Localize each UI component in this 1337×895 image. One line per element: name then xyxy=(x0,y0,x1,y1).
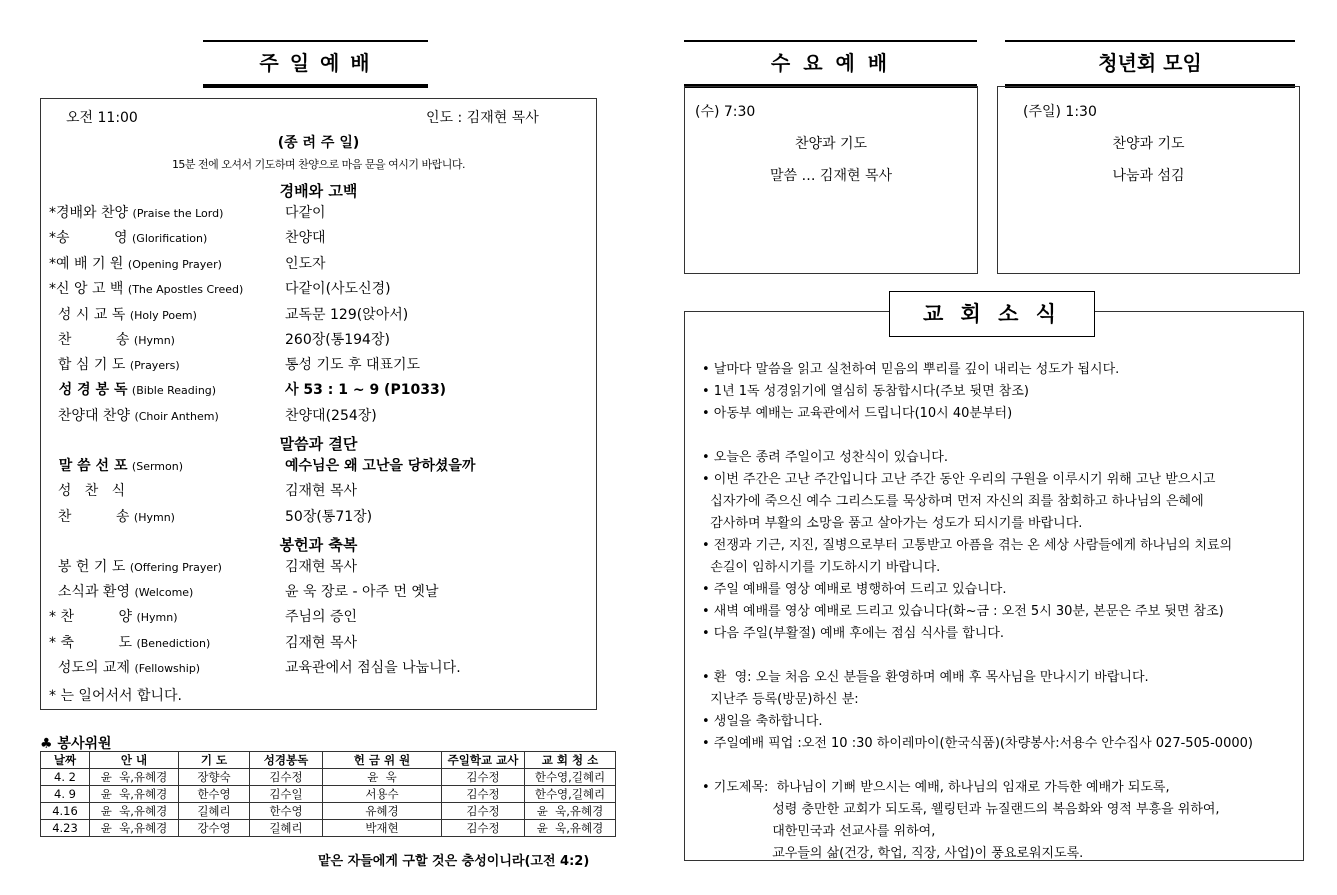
sunday-order-box xyxy=(40,98,597,710)
table-header-cell: 헌 금 위 원 xyxy=(323,752,442,769)
news-item: • 새벽 예배를 영상 예배로 드리고 있습니다(화~금 : 오전 5시 30분, 본문은 주보 뒷면 참조) xyxy=(702,604,1224,619)
table-header-cell: 안 내 xyxy=(90,752,179,769)
news-item: 교우들의 삶(건강, 학업, 직장, 사업)이 풍요로워지도록. xyxy=(702,846,1084,861)
news-item: • 생일을 축하합니다. xyxy=(702,714,823,729)
order-item-english: (Bible Reading) xyxy=(131,384,217,397)
order-item-title: *경배와 찬양 xyxy=(49,205,129,221)
table-cell: 윤 욱,유혜경 xyxy=(90,769,179,786)
order-item-title: 합 심 기 도 xyxy=(49,357,126,373)
order-item-value: 김재현 목사 xyxy=(285,483,358,499)
news-item: • 오늘은 종려 주일이고 성찬식이 있습니다. xyxy=(702,450,948,465)
order-item-value: 다같이(사도신경) xyxy=(285,281,391,297)
news-item: 손길이 임하시기를 기도하시기 바랍니다. xyxy=(702,560,941,575)
news-item: • 기도제목: 하나님이 기뻐 받으시는 예배, 하나님의 임재로 가득한 예배가 되도록, xyxy=(702,780,1170,795)
wednesday-line: 찬양과 기도 xyxy=(794,136,868,152)
order-item-value: 예수님은 왜 고난을 당하셨을까 xyxy=(285,458,476,474)
order-item-value: 통성 기도 후 대표기도 xyxy=(285,357,421,373)
order-item xyxy=(49,329,390,349)
table-header-cell: 성경봉독 xyxy=(250,752,323,769)
table-cell: 김수정 xyxy=(250,769,323,786)
order-item-value: 찬양대(254장) xyxy=(285,408,377,424)
order-item-english: (Offering Prayer) xyxy=(129,561,222,574)
table-cell: 장향숙 xyxy=(179,769,250,786)
table-header-row xyxy=(41,752,616,769)
table-cell: 한수영 xyxy=(250,803,323,820)
order-item-name xyxy=(49,455,285,475)
order-item-name xyxy=(49,354,285,374)
table-row xyxy=(41,803,616,820)
order-item-name xyxy=(49,329,285,349)
memory-verse: 맡은 자들에게 구할 것은 충성이니라(고전 4:2) xyxy=(318,854,590,869)
section-header: 말씀과 결단 xyxy=(279,435,358,453)
table-cell: 윤 욱,유혜경 xyxy=(525,803,616,820)
order-item xyxy=(49,278,391,298)
order-item-title: 찬 송 xyxy=(49,509,130,525)
order-item-english: (Praise the Lord) xyxy=(132,207,224,220)
order-item-name xyxy=(49,304,285,324)
news-item: • 전쟁과 기근, 지진, 질병으로부터 고통받고 아픔을 겪는 온 세상 사람들에게 하나님의 치료의 xyxy=(702,538,1233,553)
order-item-english: (Holy Poem) xyxy=(129,309,197,322)
order-item-name xyxy=(49,606,285,626)
order-item-title: * 찬 양 xyxy=(49,609,133,625)
order-item-value: 교독문 129(앉아서) xyxy=(285,307,409,323)
order-item-name xyxy=(49,632,285,652)
order-item xyxy=(49,202,326,222)
order-item-name xyxy=(49,278,285,298)
youth-box xyxy=(997,86,1300,274)
wednesday-title: 수 요 예 배 xyxy=(684,40,977,88)
order-item xyxy=(49,253,326,273)
news-item: • 날마다 말씀을 읽고 실천하여 믿음의 뿌리를 깊이 내리는 성도가 됩시다. xyxy=(702,362,1120,377)
section-header: 경배와 고백 xyxy=(279,182,358,200)
order-item-value: 50장(통71장) xyxy=(285,509,373,525)
table-cell: 4. 9 xyxy=(41,786,90,803)
order-item xyxy=(49,556,357,576)
order-item-english: (Hymn) xyxy=(133,511,175,524)
order-item-name xyxy=(49,405,285,425)
order-item-english: (The Apostles Creed) xyxy=(127,283,244,296)
table-header-cell: 기 도 xyxy=(179,752,250,769)
order-item-title: 소식과 환영 xyxy=(49,584,130,600)
order-item-title: 찬 송 xyxy=(49,332,130,348)
order-item-english: (Hymn) xyxy=(136,611,178,624)
order-item xyxy=(49,455,475,475)
youth-time: (주일) 1:30 xyxy=(1023,104,1097,120)
order-item xyxy=(49,227,326,247)
table-cell: 김수정 xyxy=(442,786,525,803)
news-item: 십자가에 죽으신 예수 그리스도를 묵상하며 먼저 자신의 죄를 참회하고 하나님의 은혜에 xyxy=(702,494,1204,509)
order-item-name xyxy=(49,202,285,222)
youth-title: 청년회 모임 xyxy=(1005,40,1295,88)
volunteers-title: ♣ 봉사위원 xyxy=(40,736,112,752)
order-item-value: 다같이 xyxy=(285,205,326,221)
order-item-value: 260장(통194장) xyxy=(285,332,390,348)
news-item: • 주일 예배를 영상 예배로 병행하여 드리고 있습니다. xyxy=(702,582,1007,597)
arrival-notice: 15분 전에 오셔서 기도하며 찬양으로 마음 문을 여시기 바랍니다. xyxy=(171,158,466,171)
table-header-cell: 교 회 청 소 xyxy=(525,752,616,769)
order-item-english: (Opening Prayer) xyxy=(127,258,222,271)
table-cell: 한수영,길혜리 xyxy=(525,769,616,786)
order-item xyxy=(49,304,408,324)
order-item-title: * 축 도 xyxy=(49,635,133,651)
order-item-value: 교육관에서 점심을 나눕니다. xyxy=(285,660,461,676)
table-cell: 한수영 xyxy=(179,786,250,803)
order-item-name xyxy=(49,227,285,247)
order-item xyxy=(49,581,438,601)
news-item: 대한민국과 선교사를 위하여, xyxy=(702,824,936,839)
table-cell: 김수정 xyxy=(442,803,525,820)
order-item xyxy=(49,506,372,526)
order-item-value: 찬양대 xyxy=(285,230,326,246)
order-item-title: 성 시 교 독 xyxy=(49,307,126,323)
order-item-value: 김재현 목사 xyxy=(285,635,358,651)
table-cell: 김수일 xyxy=(250,786,323,803)
order-item xyxy=(49,405,377,425)
order-item-english: (Glorification) xyxy=(132,232,208,245)
volunteers-table xyxy=(40,751,616,837)
news-item: 성령 충만한 교회가 되도록, 웰링턴과 뉴질랜드의 복음화와 영적 부흥을 위하여, xyxy=(702,802,1220,817)
order-item-name xyxy=(49,379,285,399)
order-item-english: (Benediction) xyxy=(136,637,211,650)
order-item-title: *송 영 xyxy=(49,230,128,246)
order-item-name xyxy=(49,506,285,526)
wednesday-time: (수) 7:30 xyxy=(695,104,756,120)
youth-line: 나눔과 섬김 xyxy=(1112,168,1185,184)
order-item xyxy=(49,632,357,652)
order-item-title: 말 씀 선 포 xyxy=(49,458,128,474)
service-time: 오전 11:00 xyxy=(66,110,138,126)
order-item-name xyxy=(49,480,285,500)
table-cell: 강수영 xyxy=(179,820,250,837)
table-cell: 길혜리 xyxy=(179,803,250,820)
order-item xyxy=(49,480,357,500)
order-item xyxy=(49,379,446,399)
table-cell: 김수정 xyxy=(442,820,525,837)
occasion: (종 려 주 일) xyxy=(277,135,360,151)
order-item-name xyxy=(49,556,285,576)
order-item-title: *예 배 기 원 xyxy=(49,256,124,272)
order-item xyxy=(49,606,357,626)
order-item-english: (Choir Anthem) xyxy=(134,410,219,423)
order-item-title: 성 찬 식 xyxy=(49,483,126,499)
order-item-name xyxy=(49,253,285,273)
order-item-value: 인도자 xyxy=(285,256,326,272)
table-header-cell: 주일학교 교사 xyxy=(442,752,525,769)
table-cell: 4. 2 xyxy=(41,769,90,786)
order-item-english: (Hymn) xyxy=(133,334,175,347)
order-item-title: 성 경 봉 독 xyxy=(49,382,128,398)
table-cell: 길혜리 xyxy=(250,820,323,837)
footnote: * 는 일어서서 합니다. xyxy=(49,688,182,704)
service-leader: 인도 : 김재현 목사 xyxy=(426,110,539,126)
table-cell: 김수정 xyxy=(442,769,525,786)
order-item-name xyxy=(49,581,285,601)
order-item-english: (Welcome) xyxy=(134,586,194,599)
news-title: 교 회 소 식 xyxy=(889,291,1095,337)
news-item: 감사하며 부활의 소망을 품고 살아가는 성도가 되시기를 바랍니다. xyxy=(702,516,1083,531)
volunteers-table-wrap xyxy=(40,751,616,837)
order-item-value: 윤 욱 장로 - 아주 먼 옛날 xyxy=(285,584,439,600)
table-cell: 박재현 xyxy=(323,820,442,837)
wednesday-line: 말씀 … 김재현 목사 xyxy=(769,168,893,184)
order-item xyxy=(49,657,461,677)
table-cell: 4.23 xyxy=(41,820,90,837)
wednesday-box xyxy=(684,86,978,274)
order-item-title: 봉 헌 기 도 xyxy=(49,559,126,575)
table-cell: 4.16 xyxy=(41,803,90,820)
order-item-english: (Prayers) xyxy=(129,359,180,372)
order-item-name xyxy=(49,657,285,677)
order-item-value: 김재현 목사 xyxy=(285,559,358,575)
table-row xyxy=(41,786,616,803)
table-cell: 윤 욱,유혜경 xyxy=(90,786,179,803)
section-header: 봉헌과 축복 xyxy=(279,536,358,554)
order-item-value: 사 53 : 1 ~ 9 (P1033) xyxy=(285,382,447,398)
order-item-value: 주님의 증인 xyxy=(285,609,358,625)
news-item: • 환 영: 오늘 처음 오신 분들을 환영하며 예배 후 목사님을 만나시기 바랍니다. xyxy=(702,670,1149,685)
news-item: • 다음 주일(부활절) 예배 후에는 점심 식사를 합니다. xyxy=(702,626,1005,641)
news-item: • 이번 주간은 고난 주간입니다 고난 주간 동안 우리의 구원을 이루시기 위해 고난 받으시고 xyxy=(702,472,1216,487)
sunday-title: 주 일 예 배 xyxy=(203,40,428,88)
table-cell: 윤 욱,유혜경 xyxy=(525,820,616,837)
order-item-title: *신 앙 고 백 xyxy=(49,281,124,297)
order-item-title: 찬양대 찬양 xyxy=(49,408,130,424)
order-item-english: (Sermon) xyxy=(131,460,184,473)
table-cell: 윤 욱,유혜경 xyxy=(90,803,179,820)
news-item: • 주일예배 픽업 :오전 10 :30 하이레마이(한국식품)(차량봉사:서용수 안수집사 027-505-0000) xyxy=(702,736,1253,751)
news-item: • 1년 1독 성경읽기에 열심히 동참합시다(주보 뒷면 참조) xyxy=(702,384,1029,399)
news-item: 지난주 등록(방문)하신 분: xyxy=(702,692,859,707)
order-item-title: 성도의 교제 xyxy=(49,660,130,676)
table-cell: 한수영,길혜리 xyxy=(525,786,616,803)
table-cell: 서용수 xyxy=(323,786,442,803)
table-cell: 윤 욱,유혜경 xyxy=(90,820,179,837)
table-row xyxy=(41,820,616,837)
table-cell: 유혜경 xyxy=(323,803,442,820)
youth-line: 찬양과 기도 xyxy=(1112,136,1185,152)
order-item xyxy=(49,354,420,374)
table-cell: 윤 욱 xyxy=(323,769,442,786)
news-item: • 아동부 예배는 교육관에서 드립니다(10시 40분부터) xyxy=(702,406,1013,421)
order-item-english: (Fellowship) xyxy=(134,662,201,675)
table-header-cell: 날짜 xyxy=(41,752,90,769)
table-row xyxy=(41,769,616,786)
